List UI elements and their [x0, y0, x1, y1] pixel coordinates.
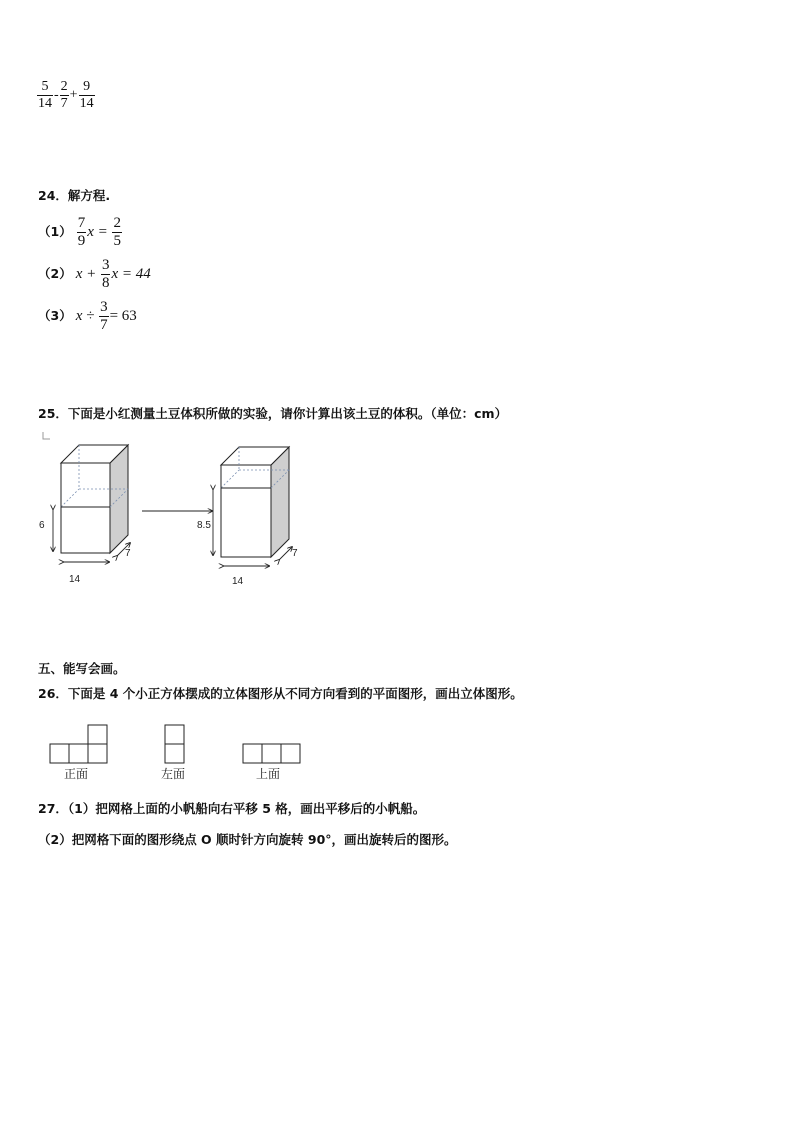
box-front-face — [221, 465, 271, 557]
fraction: $\frac{9}{14}$ — [79, 79, 94, 111]
operator: + — [69, 87, 78, 103]
equation-2: （2） x + $\frac{3}{8}$ x = 44 — [38, 257, 151, 291]
question-24-title: 24．解方程. — [38, 188, 111, 203]
top-view — [243, 744, 300, 763]
fraction: $\frac{3}{8}$ — [101, 257, 110, 291]
front-view-label: 正面 — [64, 767, 89, 781]
equation-3: （3） x ÷ $\frac{3}{7}$ = 63 — [38, 299, 137, 333]
front-view — [50, 725, 107, 763]
three-views-diagram — [0, 718, 794, 786]
fraction: $\frac{2}{5}$ — [113, 215, 121, 249]
fraction: $\frac{3}{7}$ — [100, 299, 108, 333]
height-label: 8.5 — [197, 520, 211, 531]
corner-mark — [43, 432, 50, 439]
operator: - — [54, 87, 59, 103]
expression — [36, 80, 96, 111]
box-side-face — [110, 445, 128, 553]
fraction: $\frac{5}{14}$ — [38, 79, 52, 111]
fraction: $\frac{7}{9}$ — [77, 215, 86, 249]
experiment-diagram — [0, 425, 794, 595]
depth-label: 7 — [292, 548, 298, 559]
question-27-part-2: （2）把网格下面的图形绕点 O 顺时针方向旋转 90°，画出旋转后的图形。 — [38, 832, 457, 847]
section-5-title: 五、能写会画。 — [38, 661, 126, 676]
left-view — [165, 725, 184, 763]
container-after — [197, 447, 298, 587]
question-25-title: 25．下面是小红测量土豆体积所做的实验，请你计算出该土豆的体积。（单位：cm） — [38, 406, 508, 421]
container-before — [39, 445, 131, 585]
question-26-title: 26．下面是 4 个小正方体摆成的立体图形从不同方向看到的平面图形，画出立体图形。 — [38, 686, 523, 701]
box-front-face — [61, 463, 110, 553]
fraction: $\frac{2}{7}$ — [60, 79, 68, 111]
depth-label: 7 — [125, 548, 131, 559]
height-label: 6 — [39, 520, 45, 531]
box-side-face — [271, 447, 289, 557]
depth-arrow — [279, 547, 292, 560]
equation-1: （1） $\frac{7}{9}$ x = $\frac{2}{5}$ — [38, 215, 121, 249]
question-27-part-1: 27．（1）把网格上面的小帆船向右平移 5 格，画出平移后的小帆船。 — [38, 801, 426, 816]
left-view-label: 左面 — [161, 767, 186, 781]
width-label: 14 — [69, 574, 81, 585]
width-label: 14 — [232, 576, 244, 587]
top-view-label: 上面 — [256, 767, 281, 781]
